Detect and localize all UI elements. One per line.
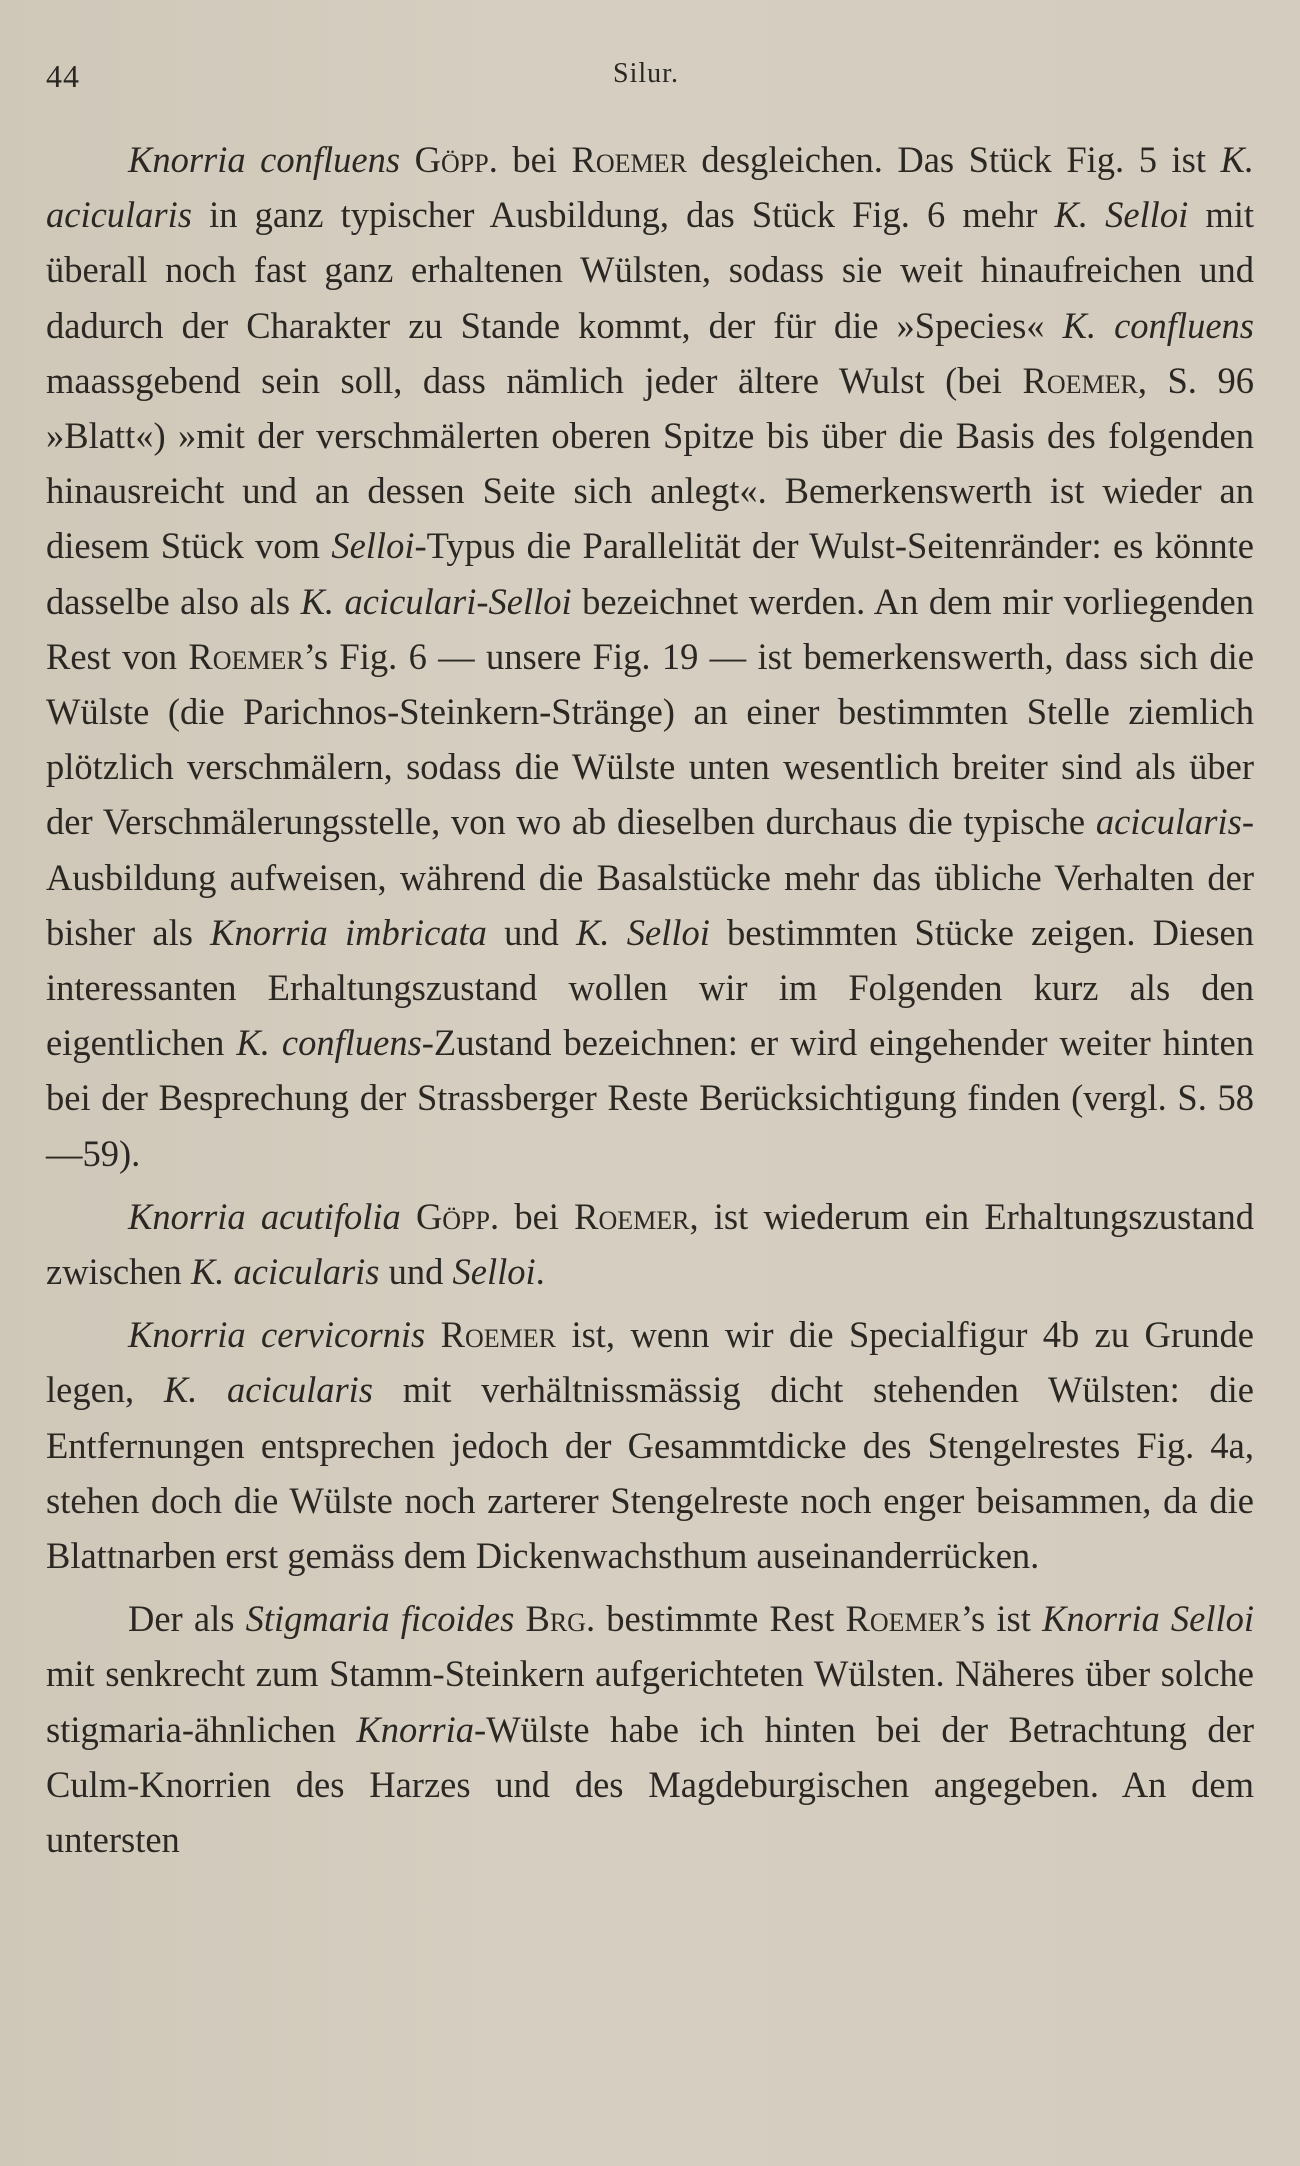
author-name: Göpp — [414, 139, 489, 180]
text-run: -Typus die Parallelität der Wulst-Seitenränder: es könnte dasselbe also als — [46, 525, 1254, 622]
text-run: ist, wenn wir die Specialfigur 4b zu Grunde legen, — [46, 1314, 1255, 1411]
text-run: und — [379, 1251, 453, 1293]
page-header — [46, 58, 1246, 108]
text-run: in ganz typischer Ausbildung, das Stück Fig. 6 mehr — [191, 194, 1055, 236]
italic-term: Knorria cervicornis — [128, 1314, 426, 1356]
text-run: -Wülste habe ich hinten bei der Betrachtung der Culm-Knorrien des Harzes und des Magdeburgischen angegeben. An dem untersten — [46, 1708, 1254, 1861]
author-name: Roemer — [845, 1598, 961, 1640]
text-run: maassgebend sein soll, dass nämlich jeder ältere Wulst (bei — [46, 359, 1023, 401]
text-run: mit senkrecht zum Stamm-Steinkern aufgerichteten Wülsten. Näheres über solche stigmaria-ähnlichen — [46, 1653, 1254, 1750]
italic-term: K. Selloi — [1054, 194, 1189, 236]
author-name: Brg — [525, 1598, 586, 1640]
text-run: Der als — [128, 1598, 246, 1640]
paragraph — [46, 1307, 1254, 1583]
text-run — [401, 1196, 416, 1237]
text-run: desgleichen. Das Stück Fig. 5 ist — [686, 139, 1221, 180]
text-run: ’s ist — [960, 1598, 1043, 1640]
italic-term: K. Selloi — [576, 911, 710, 953]
italic-term: Knorria — [356, 1708, 475, 1750]
text-run: . bei — [488, 139, 572, 180]
text-run: bestimmten Stücke zeigen. Diesen interessanten Erhaltungszustand wollen wir im Folgenden kurz als den eigentlichen — [46, 911, 1255, 1064]
paragraph — [46, 1189, 1254, 1299]
paragraph — [46, 1591, 1254, 1867]
author-name: Roemer — [571, 139, 687, 180]
text-run: mit überall noch fast ganz erhaltenen Wülsten, sodass sie weit hinaufreichen und dadurch der Charakter zu Stande kommt, der für die »Species« — [46, 194, 1255, 346]
text-run: ’s Fig. 6 — unsere Fig. 19 — ist bemerkenswerth, dass sich die Wülste (die Parichnos-Steinkern-Stränge) an einer bestimmten Stelle ziemlich plötzlich verschmälern, sodass die Wülste unten wesentlich breiter sind als über der Verschmälerungsstelle, von wo ab dieselben durchaus die typische — [46, 635, 1254, 843]
page-number: 44 — [46, 58, 80, 94]
text-run: und — [486, 911, 577, 953]
text-run: bezeichnet werden. An dem mir vorliegenden Rest von — [46, 580, 1254, 677]
paragraph — [46, 132, 1254, 1181]
italic-term: Selloi — [452, 1251, 536, 1293]
author-name: Roemer — [188, 635, 304, 677]
text-run: , ist wiederum ein Erhaltungszustand zwischen — [46, 1195, 1254, 1293]
text-run: . — [535, 1251, 545, 1293]
author-name: Roemer — [574, 1195, 690, 1237]
italic-term: K. confluens — [236, 1022, 422, 1064]
author-name: Göpp — [415, 1195, 490, 1237]
italic-term: Knorria confluens — [128, 139, 401, 180]
italic-term: K. acicularis — [190, 1251, 380, 1293]
text-run — [400, 139, 415, 180]
running-title: Silur. — [613, 58, 679, 89]
italic-term: K. acicularis — [46, 139, 1255, 236]
text-run — [425, 1314, 440, 1355]
text-run: . bestimmte Rest — [585, 1598, 846, 1640]
author-name: Roemer — [1022, 359, 1138, 401]
text-run: -Zustand bezeichnen: er wird eingehender weiter hinten bei der Besprechung der Strassberger Reste Berücksichtigung finden (vergl. S. 58—59). — [46, 1022, 1254, 1174]
italic-term: Stigmaria ficoides — [245, 1598, 515, 1640]
italic-term: Knorria acutifolia — [128, 1195, 401, 1237]
body-text — [46, 132, 1254, 1867]
text-run: -Ausbildung aufweisen, während die Basalstücke mehr das übliche Verhalten der bisher als — [46, 801, 1254, 953]
italic-term: Knorria imbricata — [210, 911, 487, 953]
italic-term: Knorria Selloi — [1042, 1598, 1254, 1640]
text-run: , S. 96 »Blatt«) »mit der verschmälerten oberen Spitze bis über die Basis des folgenden hinausreicht und an dessen Seite sich anlegt«. Bemerkenswerth ist wieder an diesem Stück vom — [46, 359, 1254, 567]
author-name: Roemer — [440, 1314, 557, 1356]
text-run — [514, 1598, 525, 1639]
text-run: mit verhältnissmässig dicht stehenden Wülsten: die Entfernungen entsprechen jedoch der Gesammtdicke des Stengelrestes Fig. 4a, stehen doch die Wülste noch zarterer Stengelreste noch enger beisammen, da die Blattnarben erst gemäss dem Dickenwachsthum auseinanderrücken. — [46, 1369, 1255, 1577]
italic-term: K. confluens — [1062, 304, 1254, 346]
italic-term: K. acicularis — [163, 1369, 374, 1411]
italic-term: K. aciculari-Selloi — [300, 580, 572, 622]
text-run: . bei — [490, 1195, 575, 1237]
italic-term: Selloi — [331, 525, 415, 567]
italic-term: acicularis — [1095, 801, 1242, 843]
